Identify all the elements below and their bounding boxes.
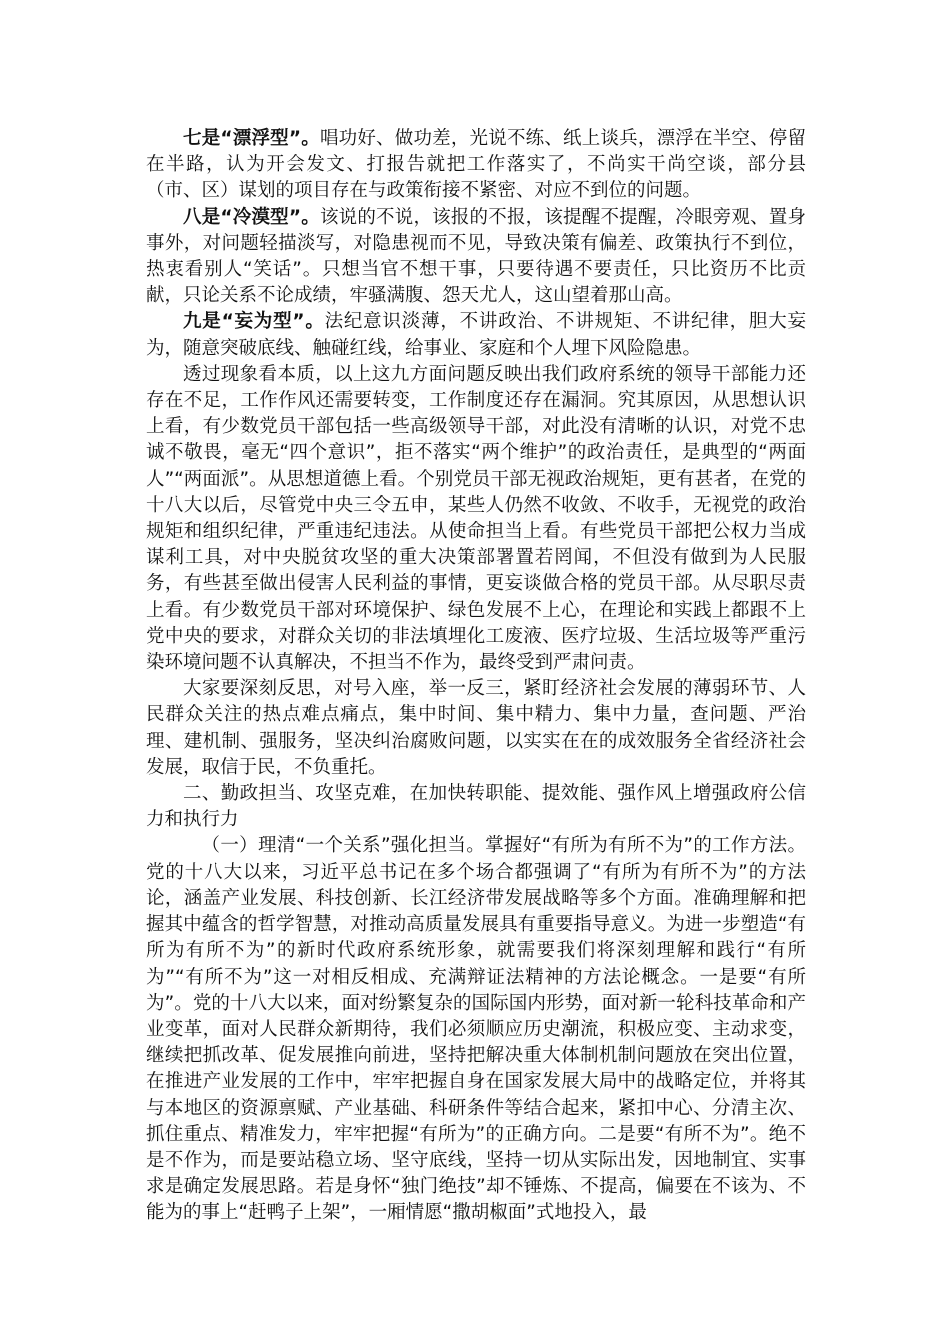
paragraph-lead: 七是“漂浮型”。 <box>183 128 320 149</box>
paragraph-root-cause-analysis <box>146 362 806 676</box>
paragraph-text: 大家要深刻反思，对号入座，举一反三，紧盯经济社会发展的薄弱环节、人民群众关注的热点难点痛点，集中时间、集中精力、集中力量，查问题、严治理、建机制、强服务，坚决纠治腐败问题，以实实在在的成效服务全省经济社会发展，取信于民，不负重托。 <box>146 678 806 778</box>
paragraph-reflection <box>146 676 806 781</box>
paragraph-floating-type <box>146 126 806 205</box>
paragraph-text: 唱功好、做功差，光说不练、纸上谈兵，漂浮在半空、停留在半路，认为开会发文、打报告就把工作落实了，不尚实干尚空谈，部分县（市、区）谋划的项目存在与政策衔接不紧密、对应不到位的问题。 <box>146 128 806 202</box>
paragraph-text: 法纪意识淡薄，不讲政治、不讲规矩、不讲纪律，胆大妄为，随意突破底线、触碰红线，给事业、家庭和个人埋下风险隐患。 <box>146 311 806 359</box>
paragraph-text: 该说的不说，该报的不报，该提醒不提醒，冷眼旁观、置身事外，对问题轻描淡写，对隐患视而不见，导致决策有偏差、政策执行不到位，热衷看别人“笑话”。只想当官不想干事，只要待遇不要责任，只比资历不比贡献，只论关系不论成绩，牢骚满腹、怨天尤人，这山望着那山高。 <box>146 206 806 307</box>
paragraph-reckless-type <box>146 309 806 361</box>
paragraph-lead: 九是“妄为型”。 <box>183 311 325 333</box>
paragraph-lead: （一）理清“一个关系” <box>201 835 391 857</box>
paragraph-text: 透过现象看本质，以上这九方面问题反映出我们政府系统的领导干部能力还存在不足，工作作风还需要转变，工作制度还存在漏洞。究其原因，从思想认识上看，有少数党员干部包括一些高级领导干部，对此没有清晰的认识，对党不忠诚不敬畏，毫无“四个意识”，拒不落实“两个维护”的政治责任，是典型的“两面人”“两面派”。从思想道德上看。个别党员干部无视政治规矩，更有甚者，在党的十八大以后，尽管党中央三令五申，某些人仍然不收敛、不收手，无视党的政治规矩和组织纪律，严重违纪违法。从使命担当上看。有些党员干部把公权力当成谋利工具，对中央脱贫攻坚的重大决策部署置若罔闻，不但没有做到为人民服务，有些甚至做出侵害人民利益的事情，更妄谈做合格的党员干部。从尽职尽责上看。有少数党员干部对环境保护、绿色发展不上心，在理论和实践上都跟不上党中央的要求，对群众关切的非法填埋化工废液、医疗垃圾、生活垃圾等严重污染环境问题不认真解决，不担当不作为，最终受到严肃问责。 <box>146 363 806 674</box>
paragraph-text: 强化担当。掌握好“有所为有所不为”的工作方法。党的十八大以来，习近平总书记在多个场合都强调了“有所为有所不为”的方法论，涵盖产业发展、科技创新、长江经济带发展战略等多个方面。准确理解和把握其中蕴含的哲学智慧，对推动高质量发展具有重要指导意义。为进一步塑造“有所为有所不为”的新时代政府系统形象，就需要我们将深刻理解和践行“有所为”“有所不为”这一对相反相成、充满辩证法精神的方法论概念。一是要“有所为”。党的十八大以来，面对纷繁复杂的国际国内形势，面对新一轮科技革命和产业变革，面对人民群众新期待，我们必须顺应历史潮流，积极应变、主动求变，继续把抓改革、促发展推向前进，坚持把解决重大体制机制问题放在突出位置，在推进产业发展的工作中，牢牢把握自身在国家发展大局中的战略定位，并将其与本地区的资源禀赋、产业基础、科研条件等结合起来，紧扣中心、分清主次、抓住重点、精准发力，牢牢把握“有所为”的正确方向。二是要“有所不为”。绝不是不作为，而是要站稳立场、坚守底线，坚持一切从实际出发，因地制宜、实事求是确定发展思路。若是身怀“独门绝技”却不锤炼、不提高，偏要在不该为、不能为的事上“赶鸭子上架”，一厢情愿“撒胡椒面”式地投入，最 <box>146 835 807 1224</box>
section-heading-two <box>146 781 806 833</box>
paragraph-one-relationship <box>146 833 806 1226</box>
paragraph-text: 二、勤政担当、攻坚克难，在加快转职能、提效能、强作风上增强政府公信力和执行力 <box>146 783 806 831</box>
paragraph-lead: 八是“冷漠型”。 <box>183 206 320 228</box>
paragraph-indifferent-type <box>146 205 806 310</box>
document-body <box>146 126 806 1227</box>
